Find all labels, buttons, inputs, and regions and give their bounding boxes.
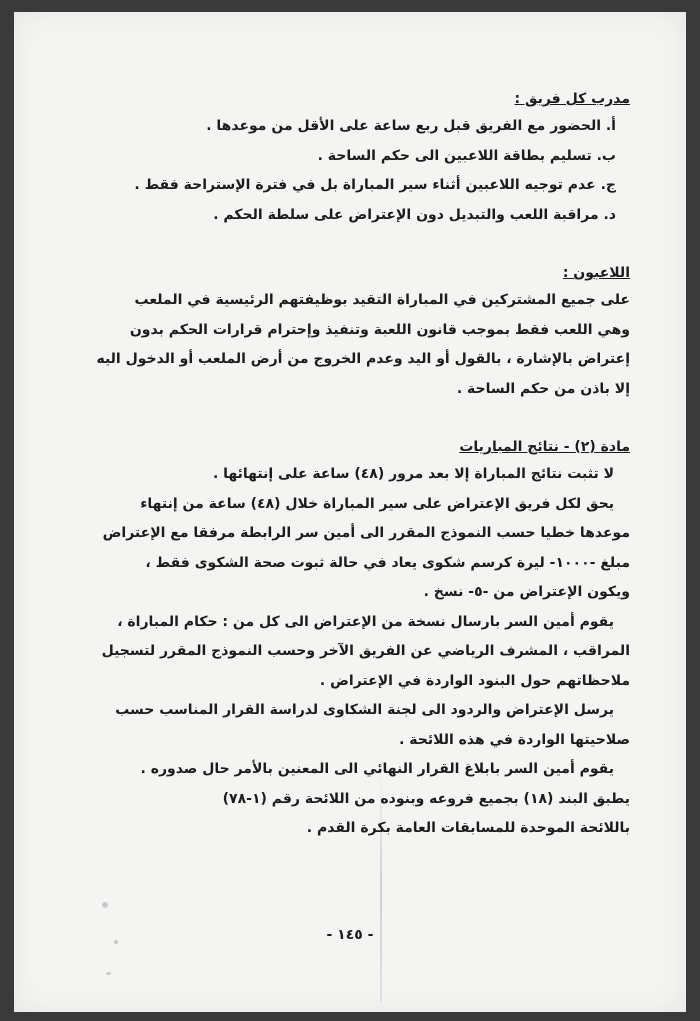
paragraph-line: وهي اللعب فقط بموجب قانون اللعبة وتنفيذ وإحترام قرارات الحكم بدون [129,321,630,338]
paragraph-line: إلا باذن من حكم الساحة . [456,380,630,397]
paragraph-line: المراقب ، المشرف الرياضي عن الفريق الآخر وحسب النموذج المقرر لتسجيل [101,643,630,659]
paragraph-line: باللائحة الموحدة للمسابقات العامة بكرة القدم . [306,820,630,836]
paragraph-line: على جميع المشتركين في المباراة التقيد بوظيفتهم الرئيسية في الملعب [134,292,630,308]
paragraph-line: موعدها خطيا حسب النموذج المقرر الى أمين سر الرابطة مرفقا مع الإعتراض [102,525,630,541]
section-heading-coach: مدرب كل فريق : [514,91,630,107]
section-heading-article-2: مادة (٢) - نتائج المباريات [459,439,630,455]
paragraph-line: صلاحيتها الواردة في هذه اللائحة . [399,731,630,748]
paragraph-line: مبلغ -١٠٠٠- ليرة كرسم شكوى يعاد في حالة ثبوت صحة الشكوى فقط ، [145,554,630,571]
paragraph-line: يقوم أمين السر بابلاغ القرار النهائي الى المعنين بالأمر حال صدوره . [140,761,614,777]
paragraph-line: ملاحظاتهم حول البنود الواردة في الإعتراض . [319,672,630,689]
paragraph-line: يقوم أمين السر بارسال نسخة من الإعتراض الى كل من : حكام المباراة ، [117,613,614,630]
paragraph-line: لا تثبت نتائج المباراة إلا بعد مرور (٤٨) ساعة على إنتهائها . [212,466,614,482]
paragraph-line: إعتراض بالإشارة ، بالقول أو اليد وعدم الخروج من أرض الملعب أو الدخول اليه [96,351,630,367]
section-heading-players: اللاعبون : [562,265,630,281]
document-page [14,12,686,1012]
list-item: ج. عدم توجيه اللاعبين أثناء سير المباراة بل في فترة الإستراحة فقط . [134,177,616,193]
paragraph-line: يرسل الإعتراض والردود الى لجنة الشكاوى لدراسة القرار المناسب حسب [115,702,614,718]
list-item: ب. تسليم بطاقة اللاعبين الى حكم الساحة . [317,147,616,164]
paper-speck [106,972,111,975]
list-item: أ. الحضور مع الفريق قبل ربع ساعة على الأقل من موعدها . [206,118,616,134]
document-body [88,86,630,844]
list-item: د. مراقبة اللعب والتبديل دون الإعتراض على سلطة الحكم . [213,206,616,223]
paragraph-line: يحق لكل فريق الإعتراض على سير المباراة خلال (٤٨) ساعة من إنتهاء [140,495,614,512]
paragraph-line: ويكون الإعتراض من -٥- نسخ . [423,584,630,600]
paper-speck [102,902,108,908]
paragraph-line: يطبق البند (١٨) بجميع فروعه وبنوده من اللائحة رقم (١-٧٨) [222,790,630,807]
page-number: - ١٤٥ - [326,927,374,943]
